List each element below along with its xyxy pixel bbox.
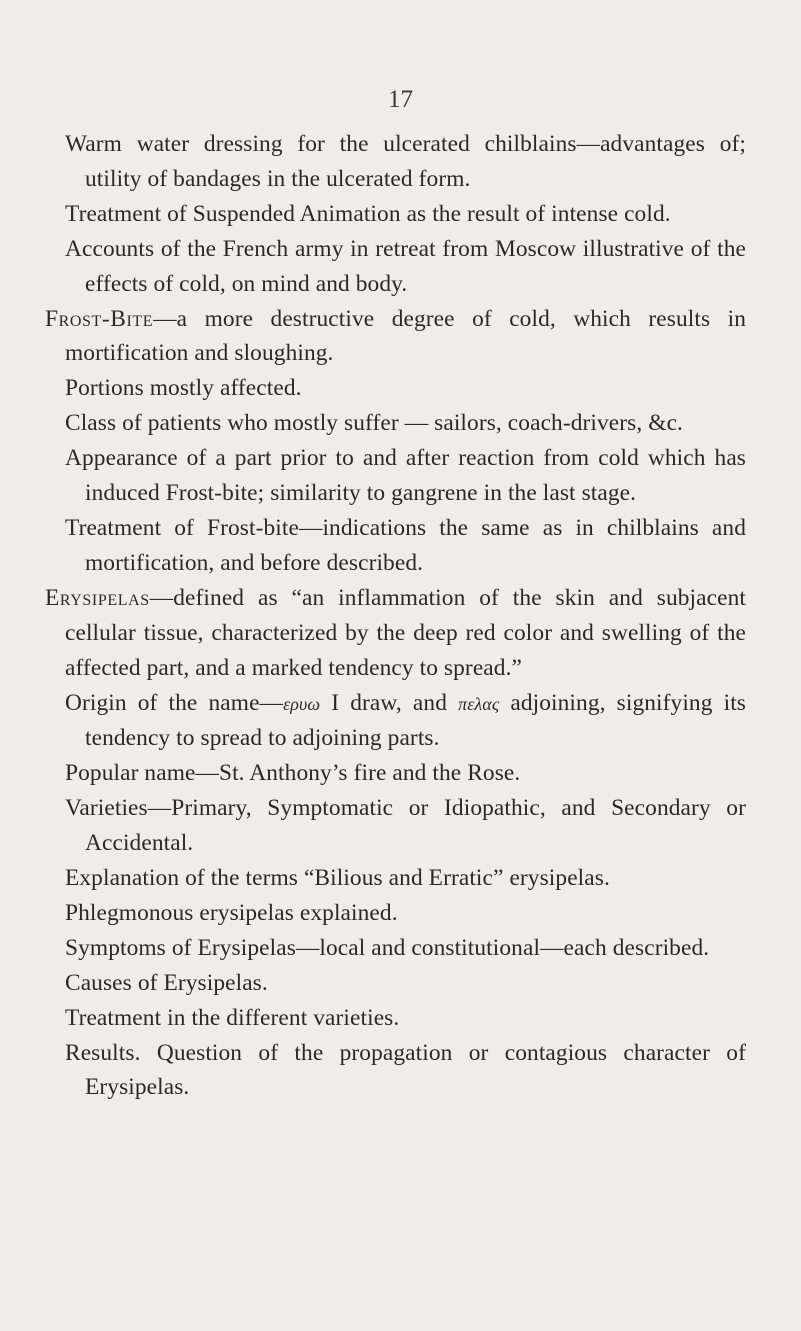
entry-text: Treatment in the different varieties. <box>65 1004 400 1031</box>
entry-phlegmonous <box>0 896 801 931</box>
entry-class-of-patients <box>0 406 801 441</box>
entry-text: Treatment of Suspended Animation as the result of intense cold. <box>65 200 671 227</box>
entry-text: Phlegmonous erysipelas explained. <box>65 899 398 926</box>
entry-results <box>0 1036 801 1106</box>
entry-text: Popular name—St. Anthony’s fire and the Rose. <box>65 760 521 787</box>
entry-origin-of-name <box>0 686 801 757</box>
entry-text: Appearance of a part prior to and after reaction from cold which has induced Frost-bite; similarity to gangrene in the last stage. <box>65 445 746 507</box>
entry-text: Explanation of the terms “Bilious and Erratic” erysipelas. <box>65 865 610 892</box>
entry-text: Accounts of the French army in retreat from Moscow illustrative of the effects of cold, on mind and body. <box>65 235 746 297</box>
entry-text: Treatment of Frost-bite—indications the same as in chilblains and mortification, and before described. <box>65 514 746 576</box>
page-body <box>0 127 801 1105</box>
entry-symptoms <box>0 931 801 966</box>
entry-popular-name <box>0 756 801 791</box>
entry-text: Portions mostly affected. <box>65 375 302 402</box>
entry-text: Results. Question of the propagation or contagious character of Erysipelas. <box>65 1039 746 1101</box>
entry-portions-affected <box>0 371 801 406</box>
page-number: 17 <box>388 86 413 113</box>
entry-text: Origin of the name— <box>65 689 284 716</box>
entry-text: adjoining, signifying its tendency to spread to adjoining parts. <box>85 689 747 752</box>
entry-text: Varieties—Primary, Symptomatic or Idiopathic, and Secondary or Accidental. <box>65 795 746 857</box>
entry-treatment-frost-bite <box>0 511 801 581</box>
entry-frost-bite <box>0 302 801 372</box>
entry-text: I draw, and <box>320 689 459 716</box>
entry-text: Symptoms of Erysipelas—local and constitutional—each described. <box>65 934 710 961</box>
entry-varieties <box>0 791 801 861</box>
entry-causes <box>0 966 801 1001</box>
greek-word-eruo: ερυω <box>283 693 321 714</box>
section-heading-frost-bite: Frost-Bite <box>45 305 154 332</box>
section-heading-erysipelas: Erysipelas <box>45 584 150 611</box>
entry-text: Class of patients who mostly suffer — sailors, coach-drivers, &c. <box>65 410 684 437</box>
entry-appearance <box>0 441 801 511</box>
entry-explanation-terms <box>0 861 801 896</box>
entry-text: Warm water dressing for the ulcerated chilblains—advantages of; utility of bandages in the ulcerated form. <box>65 131 746 192</box>
entry-text: Causes of Erysipelas. <box>65 969 268 996</box>
entry-treatment-varieties <box>0 1001 801 1036</box>
greek-word-pelas: πελας <box>458 693 500 714</box>
entry-warm-water-dressing <box>0 127 801 197</box>
entry-french-army <box>0 232 801 302</box>
entry-text: —a more destructive degree of cold, which results in mortification and sloughing. <box>65 305 746 367</box>
entry-suspended-animation <box>0 197 801 232</box>
entry-erysipelas <box>0 581 801 686</box>
entry-text: —defined as “an inflammation of the skin and subjacent cellular tissue, characterized by the deep red color and swelling of the affected part, and a marked tendency to spread.” <box>65 584 746 681</box>
